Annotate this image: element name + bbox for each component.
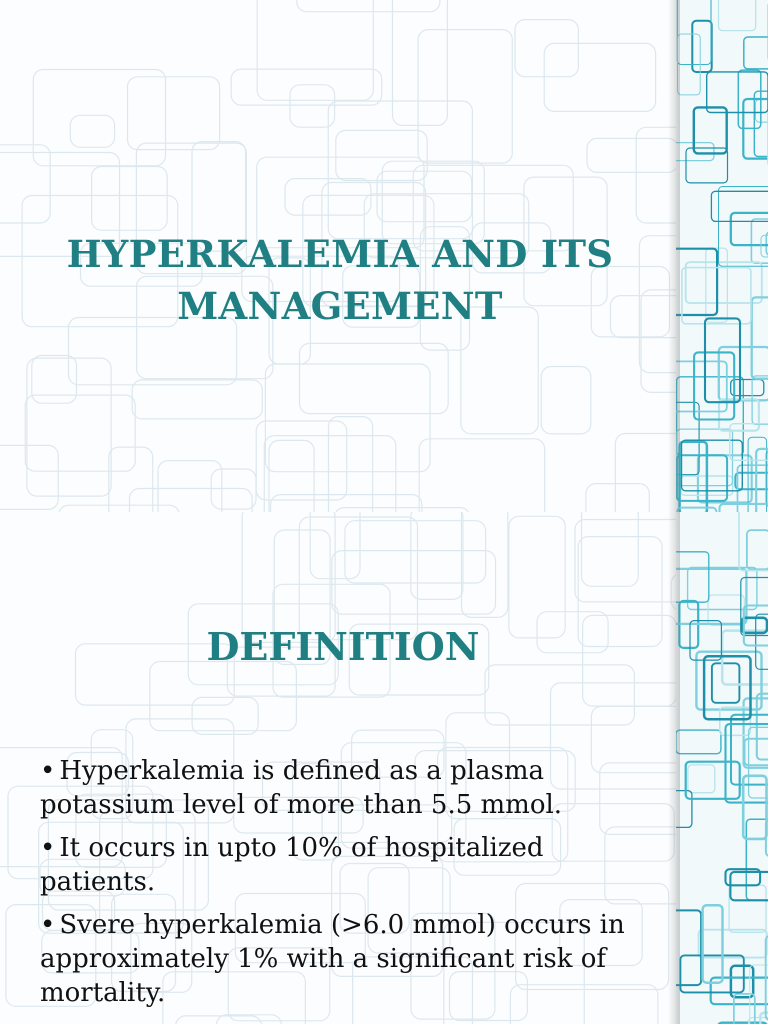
pattern-shape [328, 101, 472, 239]
pattern-shape [92, 167, 168, 231]
pattern-shape [0, 445, 58, 509]
pattern-shape [0, 145, 50, 223]
pattern-shape [418, 30, 512, 164]
pattern-shape [345, 521, 486, 583]
pattern-shape [587, 138, 676, 172]
pattern-shape [25, 395, 135, 471]
definition-list [40, 754, 655, 1019]
slide-title-text: HYPERKALEMIA AND ITS MANAGEMENT [66, 232, 614, 328]
pattern-shape [332, 551, 496, 615]
pattern-shape [132, 380, 262, 419]
pattern-shape [393, 0, 448, 125]
pattern-shape [329, 417, 373, 512]
pattern-shape [59, 505, 180, 512]
pattern-shape [515, 20, 578, 77]
definition-heading: DEFINITION [206, 624, 480, 669]
pattern-shape [130, 489, 253, 513]
border-background [676, 0, 768, 512]
border-shadow [668, 512, 680, 1024]
pattern-shape [33, 70, 165, 166]
pattern-shape [297, 0, 440, 12]
decorative-border [676, 0, 768, 512]
list-item: • Hyperkalemia is defined as a plasma potassium level of more than 5.5 mmol. [40, 754, 655, 822]
pattern-shape [615, 434, 676, 513]
slide-definition [0, 512, 768, 1024]
pattern-shape [586, 484, 649, 512]
list-item: • Svere hyperkalemia (>6.0 mmol) occurs in approximately 1% with a significant risk of mortality. [40, 908, 655, 1010]
pattern-shape [256, 421, 347, 500]
pattern-shape [269, 440, 314, 512]
pattern-shape [575, 520, 676, 602]
pattern-shape [541, 367, 591, 434]
pattern-shape [300, 343, 449, 413]
pattern-shape [265, 364, 430, 472]
pattern-shape [128, 77, 220, 150]
list-item: • It occurs in upto 10% of hospitalized patients. [40, 831, 655, 899]
decorative-border [676, 512, 768, 1024]
pattern-shape [271, 495, 422, 512]
pattern-shape [544, 43, 655, 111]
pattern-shape [419, 439, 544, 512]
pattern-shape [70, 115, 114, 147]
pattern-shape [109, 447, 153, 512]
pattern-shape [192, 697, 258, 734]
pattern-shape [411, 512, 463, 599]
pattern-shape [582, 512, 639, 586]
